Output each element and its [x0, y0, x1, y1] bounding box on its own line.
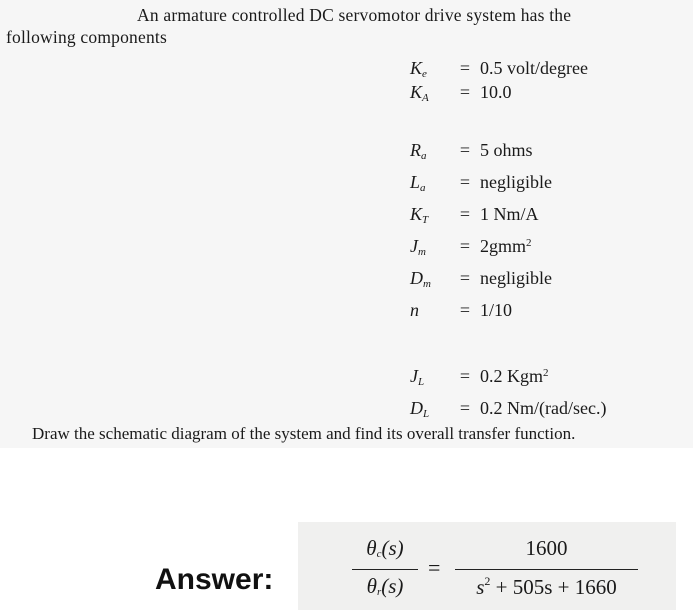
fraction-bar — [352, 569, 418, 570]
param-value: 1/10 — [480, 300, 513, 320]
param-value: 1 Nm/A — [480, 204, 539, 224]
instruction-text: Draw the schematic diagram of the system and find its overall transfer function. — [32, 424, 576, 443]
param-value: 5 ohms — [480, 140, 533, 160]
param-symbol: $R_a$ — [410, 140, 427, 162]
param-row-kt — [410, 204, 660, 228]
param-symbol: $D_L$ — [410, 398, 430, 420]
rhs-denominator: $s^2 + 505s + 1660$ — [476, 574, 617, 599]
param-value: negligible — [480, 172, 552, 192]
param-row-ka — [410, 82, 660, 106]
intro-line-2: following components — [6, 27, 167, 47]
param-symbol: $J_L$ — [410, 366, 425, 388]
param-symbol: $K_e$ — [410, 58, 427, 80]
param-value: 10.0 — [480, 82, 512, 102]
param-row-n — [410, 300, 660, 324]
lhs-numerator: $\theta_c(s)$ — [366, 536, 404, 560]
answer-label: Answer: — [155, 563, 274, 596]
equals-sign: = — [459, 236, 471, 256]
param-row-ke — [410, 58, 660, 82]
param-symbol: $D_m$ — [410, 268, 431, 290]
equals-sign: = — [459, 366, 471, 386]
param-row-dm — [410, 268, 660, 292]
intro-line-1: An armature controlled DC servomotor drive system has the — [137, 5, 572, 25]
rhs-numerator: 1600 — [525, 536, 568, 560]
fraction-bar — [455, 569, 638, 570]
param-row-la — [410, 172, 660, 196]
equals-sign: = — [459, 82, 471, 102]
param-row-dl — [410, 398, 680, 422]
param-symbol: n — [410, 300, 419, 320]
equals-sign: = — [459, 204, 471, 224]
equals-sign: = — [459, 268, 471, 288]
param-value: 2gmm$^2$ — [480, 236, 532, 256]
formula-equals: = — [428, 555, 441, 580]
param-value: 0.2 Nm/(rad/sec.) — [480, 398, 607, 418]
lhs-fraction — [352, 536, 418, 606]
rhs-fraction — [455, 536, 638, 606]
param-symbol: $K_T$ — [410, 204, 429, 226]
equals-sign: = — [459, 58, 471, 78]
equals-sign: = — [459, 300, 471, 320]
param-value: 0.5 volt/degree — [480, 58, 588, 78]
param-value: 0.2 Kgm$^2$ — [480, 366, 549, 386]
param-row-ra — [410, 140, 660, 164]
param-symbol: $L_a$ — [410, 172, 426, 194]
param-row-jm — [410, 236, 660, 260]
param-row-jl — [410, 366, 660, 390]
equals-sign: = — [459, 140, 471, 160]
equals-sign: = — [459, 398, 471, 418]
param-symbol: $K_A$ — [410, 82, 429, 104]
lhs-denominator: $\theta_r(s)$ — [366, 574, 404, 598]
param-value: negligible — [480, 268, 552, 288]
param-symbol: $J_m$ — [410, 236, 426, 258]
equals-sign: = — [459, 172, 471, 192]
